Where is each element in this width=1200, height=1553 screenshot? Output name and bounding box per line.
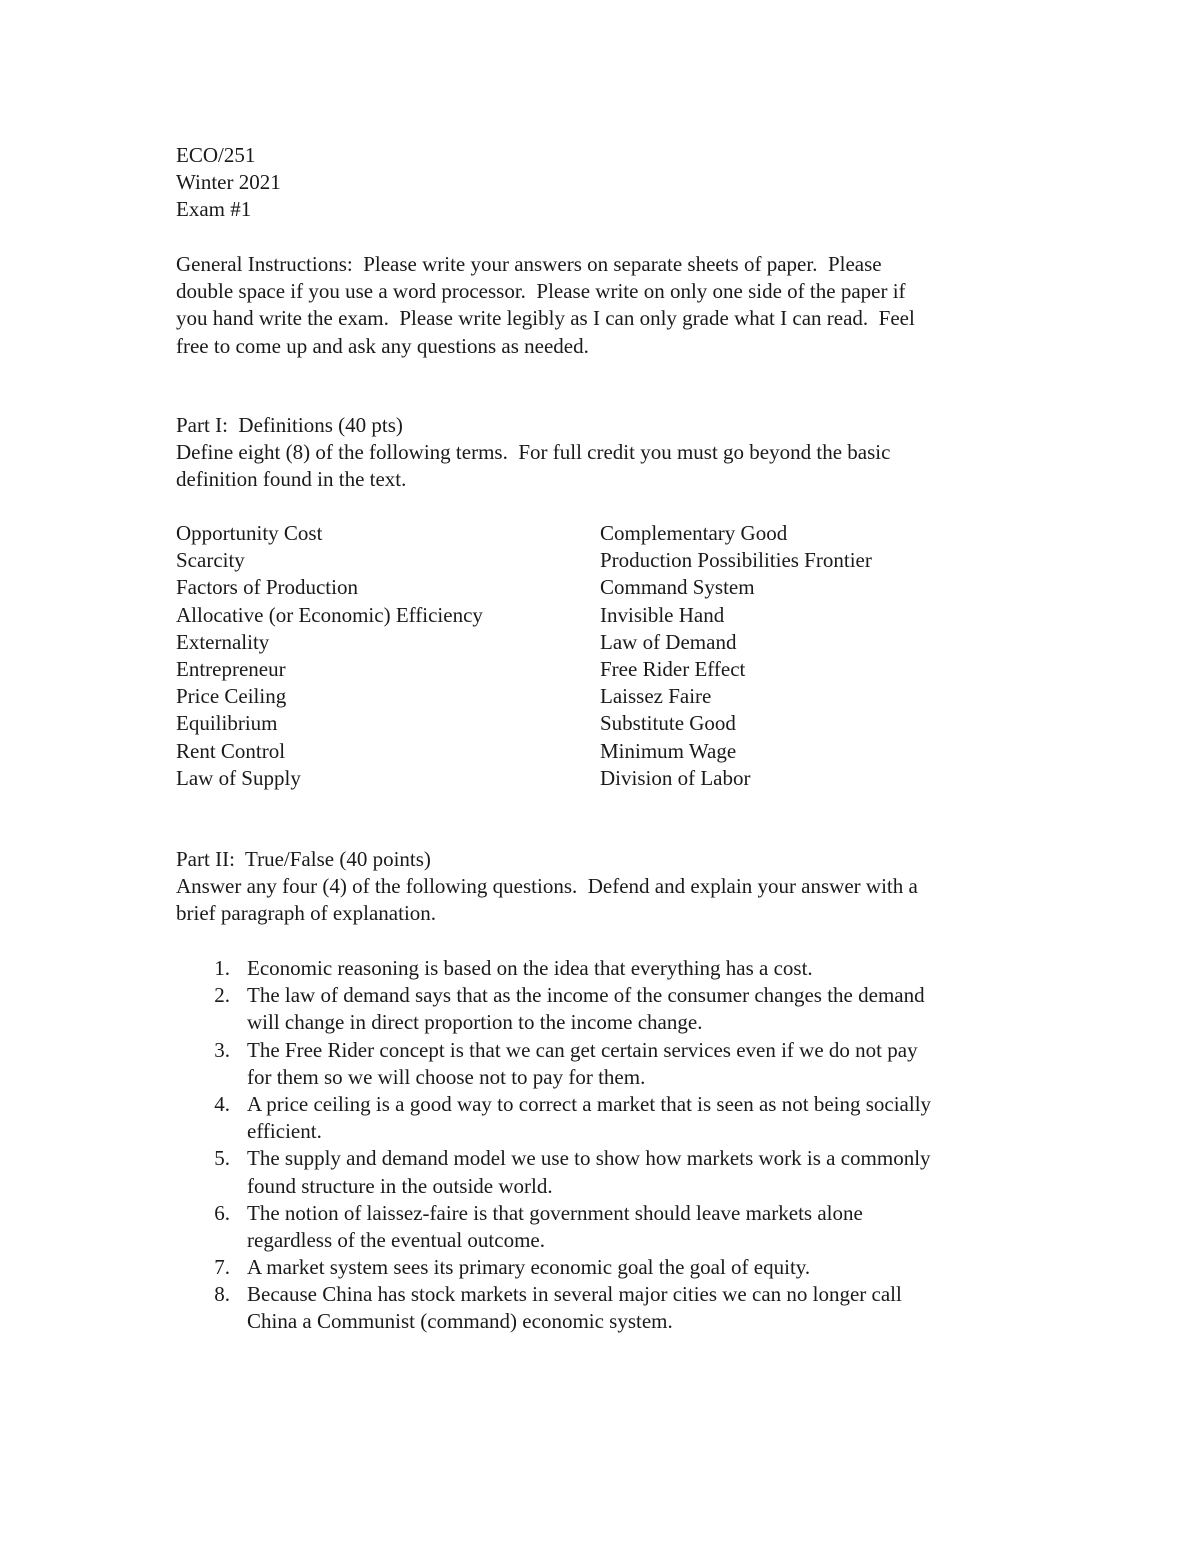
course-code: ECO/251 — [176, 143, 256, 167]
question-line: The Free Rider concept is that we can get certain services even if we do not pay — [247, 1037, 918, 1062]
term-right: Command System — [600, 575, 755, 600]
terms-list — [176, 520, 1026, 792]
term-right: Minimum Wage — [600, 738, 737, 763]
term-row — [176, 547, 1026, 574]
instructions-line: General Instructions: Please write your answers on separate sheets of paper. Please — [176, 252, 882, 276]
question-item — [176, 1281, 1026, 1335]
question-line: Because China has stock markets in several major cities we can no longer call — [247, 1282, 902, 1307]
question-text — [247, 1254, 1017, 1281]
question-item — [176, 1091, 1026, 1145]
term-row — [176, 629, 1026, 656]
term-left: Allocative (or Economic) Efficiency — [176, 602, 483, 627]
question-number: 1. — [214, 956, 230, 980]
instructions-line: you hand write the exam. Please write legibly as I can only grade what I can read. Feel — [176, 306, 915, 331]
part1-heading — [176, 412, 1026, 494]
term-left: Factors of Production — [176, 575, 358, 600]
instructions-line: free to come up and ask any questions as needed. — [176, 333, 589, 358]
term-row — [176, 656, 1026, 683]
instructions-line: double space if you use a word processor. Please write on only one side of the paper if — [176, 279, 906, 304]
question-text — [247, 982, 1017, 1036]
question-line: regardless of the eventual outcome. — [247, 1227, 545, 1252]
exam-header — [176, 142, 1026, 224]
question-number: 4. — [214, 1091, 230, 1116]
question-item — [176, 1200, 1026, 1254]
term-right: Free Rider Effect — [600, 656, 746, 681]
question-line: efficient. — [247, 1119, 322, 1144]
term-right: Invisible Hand — [600, 602, 725, 627]
question-item — [176, 1145, 1026, 1199]
term-left: Equilibrium — [176, 711, 278, 736]
question-line: The supply and demand model we use to show how markets work is a commonly — [247, 1146, 931, 1171]
question-line: China a Communist (command) economic system. — [247, 1309, 673, 1334]
question-item — [176, 955, 1026, 982]
question-text — [247, 1200, 1017, 1254]
question-line: The notion of laissez-faire is that government should leave markets alone — [247, 1200, 863, 1225]
question-text — [247, 1091, 1017, 1145]
part1-title: Part I: Definitions (40 pts) — [176, 413, 403, 437]
question-line: Economic reasoning is based on the idea that everything has a cost. — [247, 956, 813, 980]
term-left: Opportunity Cost — [176, 521, 323, 545]
term-left: Price Ceiling — [176, 684, 287, 709]
term-right: Laissez Faire — [600, 684, 712, 709]
question-item — [176, 982, 1026, 1036]
question-line: A market system sees its primary economic goal the goal of equity. — [247, 1255, 811, 1280]
question-line: will change in direct proportion to the income change. — [247, 1010, 703, 1035]
question-line: for them so we will choose not to pay for them. — [247, 1064, 646, 1089]
question-text — [247, 1037, 1017, 1091]
question-line: The law of demand says that as the income of the consumer changes the demand — [247, 983, 925, 1008]
term-row — [176, 738, 1026, 765]
term-row — [176, 765, 1026, 792]
part2-instruction-line: brief paragraph of explanation. — [176, 901, 437, 926]
question-line: found structure in the outside world. — [247, 1173, 553, 1198]
question-number: 8. — [214, 1282, 230, 1307]
question-list — [176, 955, 1026, 1336]
term-right: Production Possibilities Frontier — [600, 548, 872, 573]
question-text — [247, 1145, 1017, 1199]
term-right: Complementary Good — [600, 521, 788, 545]
term-row — [176, 683, 1026, 710]
question-item — [176, 1254, 1026, 1281]
part1-instruction-line: definition found in the text. — [176, 467, 407, 492]
question-item — [176, 1037, 1026, 1091]
general-instructions — [176, 251, 1026, 360]
question-text — [247, 1281, 1017, 1335]
question-line: A price ceiling is a good way to correct a market that is seen as not being socially — [247, 1091, 932, 1116]
question-text — [247, 955, 1017, 982]
question-number: 5. — [214, 1146, 230, 1171]
question-number: 3. — [214, 1037, 230, 1062]
term-row — [176, 520, 1026, 547]
term-left: Entrepreneur — [176, 656, 286, 681]
part1-instruction-line: Define eight (8) of the following terms. For full credit you must go beyond the basic — [176, 440, 891, 465]
term-row — [176, 602, 1026, 629]
term-label: Winter 2021 — [176, 170, 281, 195]
part2-title: Part II: True/False (40 points) — [176, 847, 431, 871]
term-right: Law of Demand — [600, 629, 737, 654]
question-number: 6. — [214, 1200, 230, 1225]
term-left: Rent Control — [176, 738, 286, 763]
term-row — [176, 710, 1026, 737]
question-number: 2. — [214, 983, 230, 1008]
term-left: Law of Supply — [176, 765, 301, 790]
part2-heading — [176, 846, 1026, 928]
term-right: Division of Labor — [600, 765, 751, 790]
term-right: Substitute Good — [600, 711, 736, 736]
part2-instruction-line: Answer any four (4) of the following questions. Defend and explain your answer with a — [176, 874, 918, 899]
term-left: Externality — [176, 629, 270, 654]
exam-title: Exam #1 — [176, 197, 252, 222]
term-left: Scarcity — [176, 548, 245, 573]
question-number: 7. — [214, 1255, 230, 1280]
term-row — [176, 574, 1026, 601]
